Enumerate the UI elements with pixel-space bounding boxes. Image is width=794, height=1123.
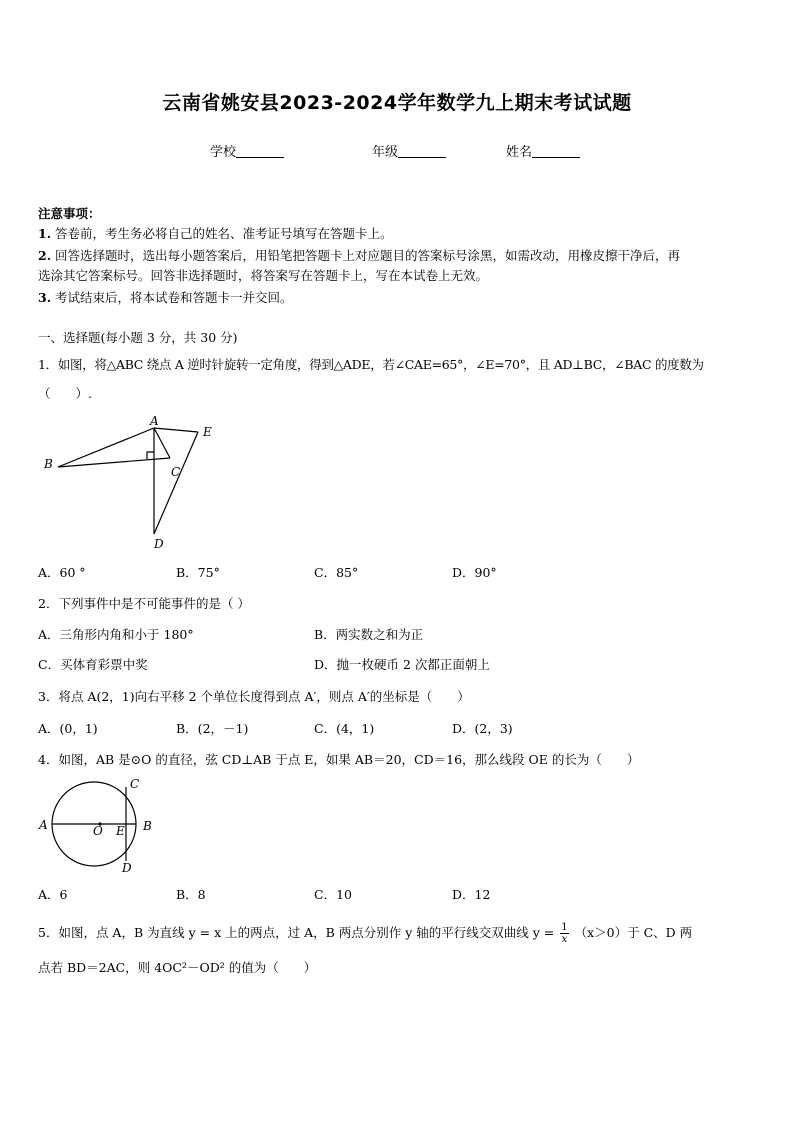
school-blank: [236, 145, 284, 158]
q2-option-a: A．三角形内角和小于 180°: [38, 627, 194, 642]
name-label: 姓名: [506, 145, 533, 160]
q4-option-d: D．12: [452, 887, 491, 902]
q2-stem: 2．下列事件中是不可能事件的是（ ）: [38, 596, 250, 611]
q1-triangle-figure: [38, 412, 228, 554]
label-d: D: [154, 537, 164, 551]
q1-stem-line1: 1．如图，将△ABC 绕点 A 逆时针旋转一定角度，得到△ADE，若∠CAE=65°，∠E=70°，且 AD⊥BC，∠BAC 的度数为: [38, 357, 704, 372]
label-d: D: [122, 861, 132, 875]
q5-stem-part2: （x＞0）于 C、D 两: [574, 925, 693, 940]
label-b: B: [44, 457, 53, 471]
notice-item: 2. 回答选择题时，选出每小题答案后，用铅笔把答题卡上对应题目的答案标号涂黑，如需改动，用橡皮擦干净后，再: [38, 248, 681, 263]
school-label: 学校: [210, 145, 237, 160]
label-a: A: [39, 818, 48, 832]
q3-option-a: A．(0，1): [38, 721, 98, 736]
q1-option-d: D．90°: [452, 565, 497, 580]
q5-stem-line2: 点若 BD＝2AC，则 4OC²－OD² 的值为（ ）: [38, 960, 317, 975]
label-e: E: [116, 824, 125, 838]
notice-item: 选涂其它答案标号。回答非选择题时，将答案写在答题卡上，写在本试卷上无效。: [38, 268, 489, 283]
grade-blank: [398, 145, 446, 158]
q5-fraction: [560, 922, 568, 945]
q1-option-a: A．60 °: [38, 565, 86, 580]
q2-option-d: D．抛一枚硬币 2 次都正面朝上: [314, 657, 490, 672]
q4-option-c: C．10: [314, 887, 352, 902]
name-field: [506, 141, 580, 160]
label-o: O: [93, 824, 103, 838]
q4-option-b: B．8: [176, 887, 206, 902]
grade-label: 年级: [372, 145, 399, 160]
name-blank: [532, 145, 580, 158]
q4-option-a: A．6: [38, 887, 68, 902]
q5-stem-line1: [38, 922, 692, 945]
q3-option-d: D．(2，3): [452, 721, 513, 736]
q3-stem: 3．将点 A(2，1)向右平移 2 个单位长度得到点 A′，则点 A′的坐标是（ ）: [38, 689, 470, 704]
q1-stem-line2: （ ）.: [38, 386, 92, 401]
label-e: E: [203, 425, 212, 439]
segment-ed: [154, 432, 198, 534]
segment-ac: [154, 428, 170, 458]
page-title: 云南省姚安县2023-2024学年数学九上期末考试试题: [162, 92, 632, 114]
section-heading: 一、选择题(每小题 3 分，共 30 分): [38, 330, 238, 345]
school-field: [210, 141, 284, 160]
notice-item: 3. 考试结束后，将本试卷和答题卡一并交回。: [38, 290, 293, 305]
label-b: B: [143, 819, 152, 833]
q2-option-c: C．买体育彩票中奖: [38, 657, 148, 672]
q3-option-b: B．(2，－1): [176, 721, 249, 736]
segment-ba: [58, 428, 154, 467]
q2-option-b: B．两实数之和为正: [314, 627, 424, 642]
notice-item: 1. 答卷前，考生务必将自己的姓名、准考证号填写在答题卡上。: [38, 226, 393, 241]
q1-option-b: B．75°: [176, 565, 220, 580]
q5-fraction-numerator: 1: [561, 922, 568, 933]
segment-ae: [154, 428, 198, 432]
notice-heading: 注意事项：: [38, 206, 101, 221]
q3-option-c: C．(4，1): [314, 721, 375, 736]
label-c: C: [130, 777, 140, 791]
label-c: C: [171, 465, 181, 479]
right-angle-mark: [147, 452, 154, 459]
q5-fraction-denominator: x: [561, 934, 568, 945]
q1-option-c: C．85°: [314, 565, 359, 580]
segment-bc: [58, 458, 170, 467]
label-a: A: [150, 414, 159, 428]
grade-field: [372, 141, 446, 160]
q5-stem-part1: 5．如图，点 A，B 为直线 y = x 上的两点，过 A，B 两点分别作 y 轴的平行线交双曲线 y =: [38, 925, 555, 940]
q4-stem: 4．如图，AB 是⊙O 的直径，弦 CD⊥AB 于点 E，如果 AB＝20，CD＝16，那么线段 OE 的长为（ ）: [38, 752, 640, 767]
q4-circle-figure: [36, 772, 166, 880]
